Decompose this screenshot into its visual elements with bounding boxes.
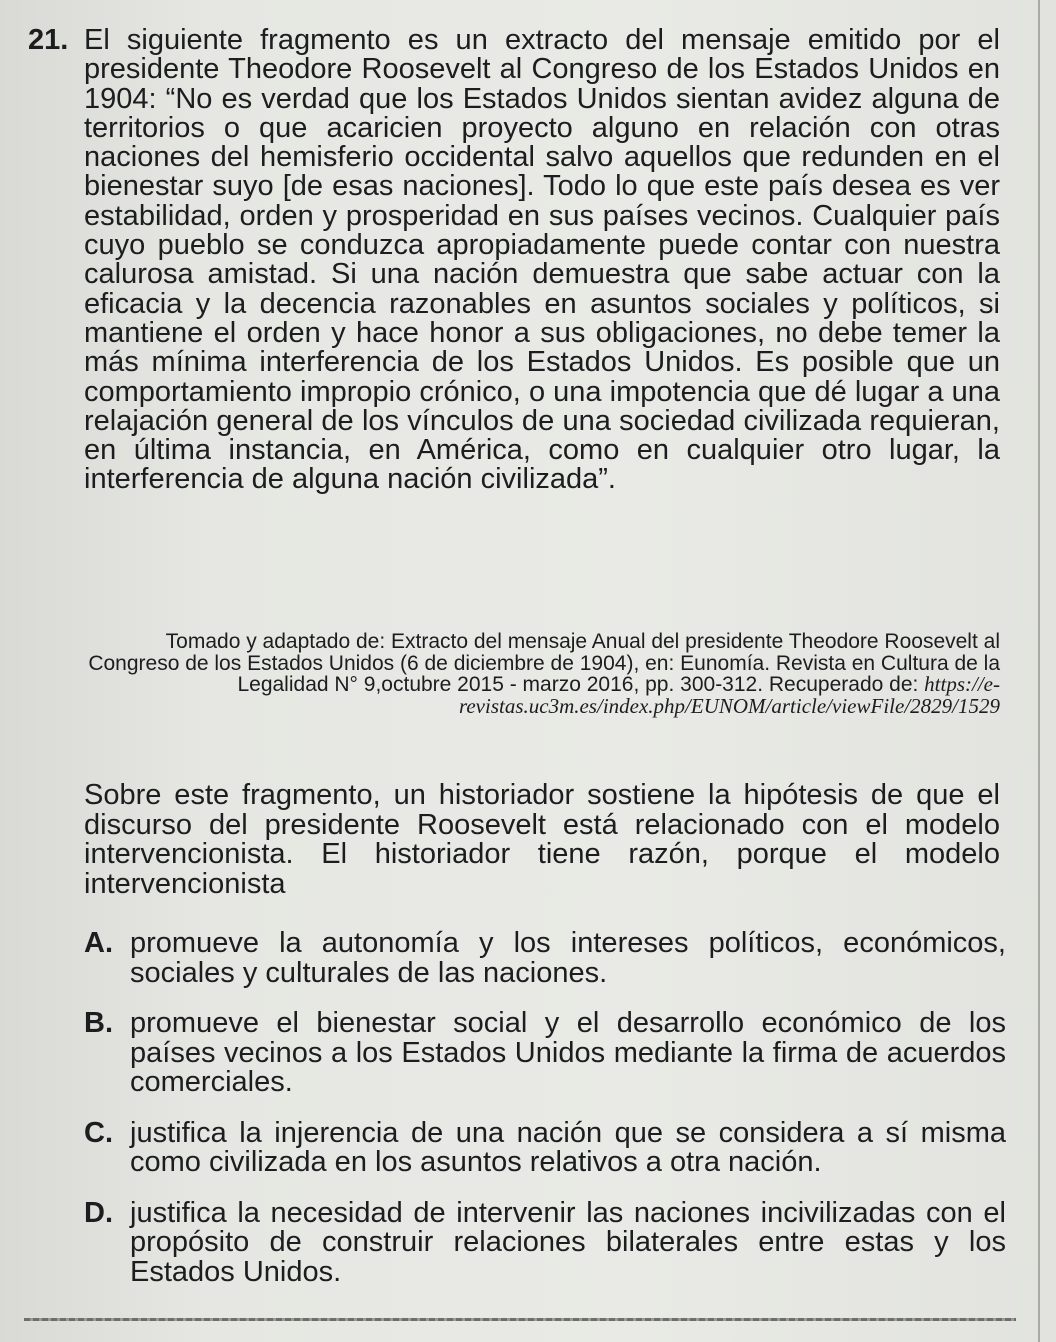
option-b-letter: B. [84,1007,113,1039]
option-d-text: justifica la necesidad de intervenir las naciones incivilizadas con el propósito de construir relaciones bilaterales entre estas y los Estados Unidos. [130,1196,1006,1288]
answer-options [84,929,1006,1308]
option-a[interactable] [84,929,1006,988]
source-url: https://e-revistas.uc3m.es/index.php/EUNOM/article/viewFile/2829/1529 [458,672,1000,718]
question-block [28,26,1000,495]
question-prompt: Sobre este fragmento, un historiador sostiene la hipótesis de que el discurso del presidente Roosevelt está relacionado con el modelo intervencionista. El historiador tiene razón, porque el modelo intervencionista [84,779,1000,900]
option-d[interactable] [84,1196,1006,1288]
option-c-text: justifica la injerencia de una nación que se considera a sí misma como civilizada en los asuntos relativos a otra nación. [130,1116,1006,1178]
page-edge-line [1038,0,1040,1342]
option-b[interactable] [84,1009,1006,1098]
option-c-letter: C. [84,1116,113,1149]
option-d-letter: D. [84,1196,113,1229]
option-a-letter: A. [84,927,113,959]
question-stem: El siguiente fragmento es un extracto del mensaje emitido por el presidente Theodore Roosevelt al Congreso de los Estados Unidos en 1904: “No es verdad que los Estados Unidos sientan avidez alguna de territorios o que acaricien proyecto alguno en relación con otras naciones del hemisferio occidental salvo aquellos que redunden en el bienestar suyo [de esas naciones]. Todo lo que este país desea es ver estabilidad, orden y prosperidad en sus países vecinos. Cualquier país cuyo pueblo se conduzca apropiadamente puede contar con nuestra calurosa amistad. Si una nación demuestra que sabe actuar con la eficacia y la decencia razonables en asuntos sociales y políticos, si mantiene el orden y hace honor a sus obligaciones, no debe temer la más mínima interferencia de los Estados Unidos. Es posible que un comportamiento impropio crónico, o una impotencia que dé lugar a una relajación general de los vínculos de una sociedad civilizada requieran, en última instancia, en América, como en cualquier otro lugar, la interferencia de alguna nación civilizada”. [84,24,1000,496]
option-a-text: promueve la autonomía y los intereses políticos, económicos, sociales y culturales de las naciones. [130,927,1006,989]
bottom-divider [24,1318,1016,1321]
source-text: Tomado y adaptado de: Extracto del mensaje Anual del presidente Theodore Roosevelt al Congreso de los Estados Unidos (6 de diciembre de 1904), en: Eunomía. Revista en Cultura de la Legalidad N° 9,octubre 2015 - marzo 2016, pp. 300-312. Recuperado de: [88,630,1000,696]
source-citation [70,631,1000,717]
option-b-text: promueve el bienestar social y el desarrollo económico de los países vecinos a los Estados Unidos mediante la firma de acuerdos comerciales. [130,1007,1006,1098]
option-c[interactable] [84,1116,1006,1178]
question-number: 21. [28,24,69,56]
